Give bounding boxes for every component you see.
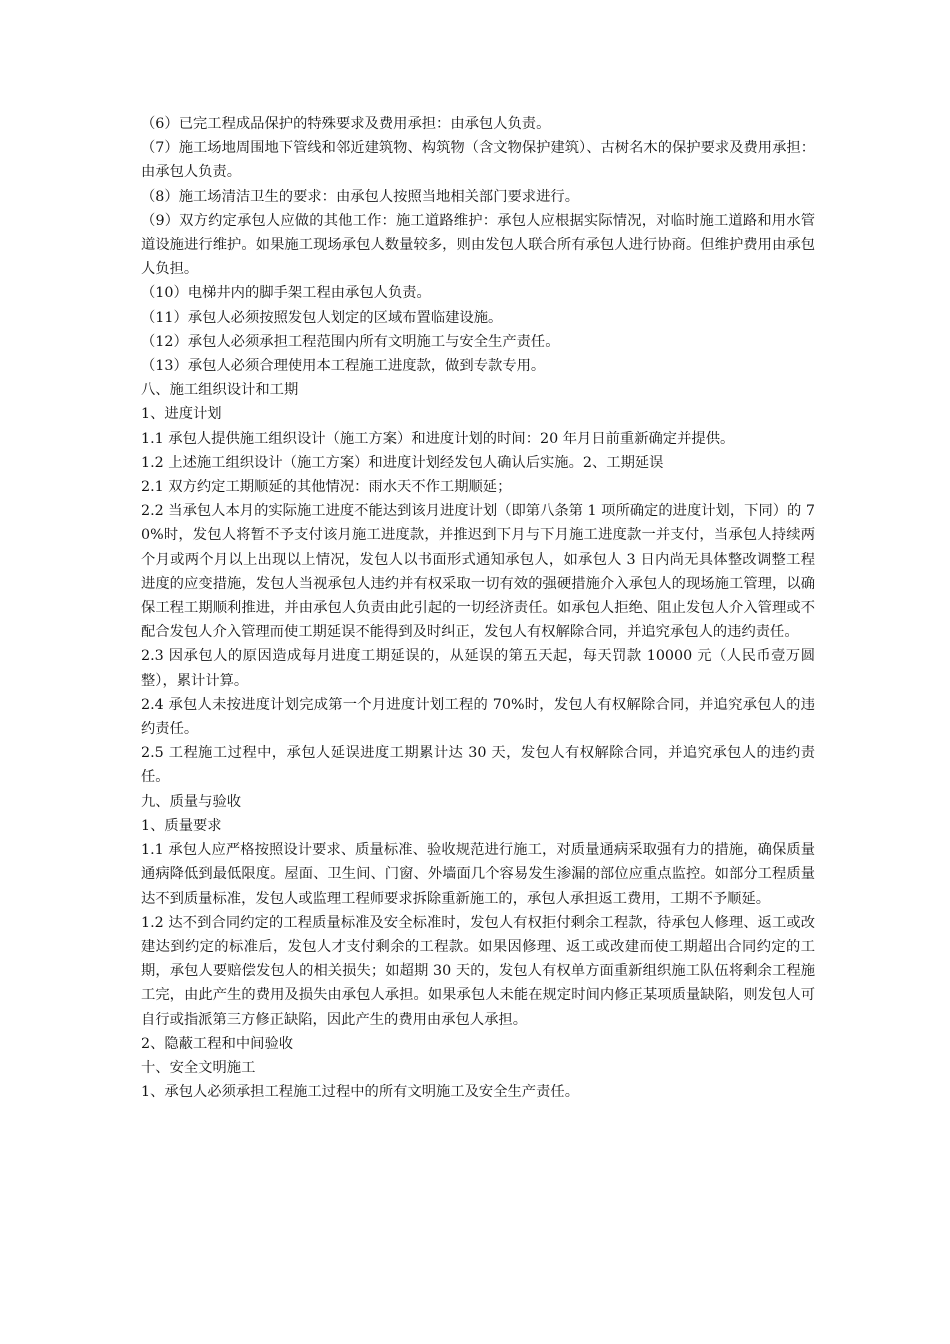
clause-2-2: 2.2 当承包人本月的实际施工进度不能达到该月进度计划（即第八条第 1 项所确定的进度计划，下同）的 70%时，发包人将暂不予支付该月施工进度款，并推迟到下月与下月施工进度款一并支付，当承包人持续两个月或两个月以上出现以上情况，发包人以书面形式通知承包人，如承包人 3 日内尚无具体整改调整工程进度的应变措施，发包人当视承包人违约并有权采取一切有效的强硬措施介入承包人的现场施工管理，以确保工程工期顺利推进，并由承包人负责由此引起的一切经济责任。如承包人拒绝、阻止发包人介入管理或不配合发包人介入管理而使工期延误不能得到及时纠正，发包人有权解除合同，并追究承包人的违约责任。 <box>141 503 815 641</box>
clause-6: （6）已完工程成品保护的特殊要求及费用承担：由承包人负责。 <box>141 116 551 132</box>
clause-13: （13）承包人必须合理使用本工程施工进度款，做到专款专用。 <box>141 358 546 375</box>
clause-quality-1-1: 1.1 承包人应严格按照设计要求、质量标准、验收规范进行施工，对质量通病采取强有力的措施，确保质量通病降低到最低限度。屋面、卫生间、门窗、外墙面几个容易发生渗漏的部位应重点监控。如部分工程质量达不到质量标准，发包人或监理工程师要求拆除重新施工的，承包人承担返工费用，工期不予顺延。 <box>141 842 815 907</box>
clause-1-2: 1.2 上述施工组织设计（施工方案）和进度计划经发包人确认后实施。2、工期延误 <box>141 454 664 471</box>
subsection-heading-concealed: 2、隐蔽工程和中间验收 <box>141 1035 294 1052</box>
document-page <box>141 112 815 1104</box>
section-heading-9: 九、质量与验收 <box>141 793 242 810</box>
clause-12: （12）承包人必须承担工程范围内所有文明施工与安全生产责任。 <box>141 333 560 350</box>
clause-9: （9）双方约定承包人应做的其他工作：施工道路维护：承包人应根据实际情况，对临时施工道路和用水管道设施进行维护。如果施工现场承包人数量较多，则由发包人联合所有承包人进行协商。但维护费用由承包人负担。 <box>141 212 815 278</box>
clause-11: （11）承包人必须按照发包人划定的区域布置临建设施。 <box>141 309 503 326</box>
subsection-heading-quality: 1、质量要求 <box>141 817 222 834</box>
subsection-heading-schedule: 1、进度计划 <box>141 406 222 423</box>
clause-8: （8）施工场清洁卫生的要求：由承包人按照当地相关部门要求进行。 <box>141 188 579 205</box>
clause-safety-1: 1、承包人必须承担工程施工过程中的所有文明施工及安全生产责任。 <box>141 1084 579 1101</box>
section-heading-10: 十、安全文明施工 <box>141 1059 256 1076</box>
clause-2-4: 2.4 承包人未按进度计划完成第一个月进度计划工程的 70%时，发包人有权解除合同，并追究承包人的违约责任。 <box>141 696 815 738</box>
clause-2-5: 2.5 工程施工过程中，承包人延误进度工期累计达 30 天，发包人有权解除合同，并追究承包人的违约责任。 <box>141 745 815 786</box>
clause-1-1: 1.1 承包人提供施工组织设计（施工方案）和进度计划的时间：20 年月日前重新确定并提供。 <box>141 430 735 447</box>
clause-2-1: 2.1 双方约定工期顺延的其他情况：雨水天不作工期顺延； <box>141 479 512 496</box>
clause-2-3: 2.3 因承包人的原因造成每月进度工期延误的，从延误的第五天起，每天罚款 10000 元（人民币壹万圆整），累计计算。 <box>141 648 815 689</box>
section-heading-8: 八、施工组织设计和工期 <box>141 382 299 399</box>
clause-10: （10）电梯井内的脚手架工程由承包人负责。 <box>141 285 431 302</box>
clause-quality-1-2: 1.2 达不到合同约定的工程质量标准及安全标准时，发包人有权拒付剩余工程款，待承包人修理、返工或改建达到约定的标准后，发包人才支付剩余的工程款。如果因修理、返工或改建而使工期超出合同约定的工期，承包人要赔偿发包人的相关损失；如超期 30 天的，发包人有权单方面重新组织施工队伍将剩余工程施工完，由此产生的费用及损失由承包人承担。如果承包人未能在规定时间内修正某项质量缺陷，则发包人可自行或指派第三方修正缺陷，因此产生的费用由承包人承担。 <box>141 914 815 1028</box>
clause-7: （7）施工场地周围地下管线和邻近建筑物、构筑物（含文物保护建筑）、古树名木的保护要求及费用承担：由承包人负责。 <box>141 140 815 181</box>
